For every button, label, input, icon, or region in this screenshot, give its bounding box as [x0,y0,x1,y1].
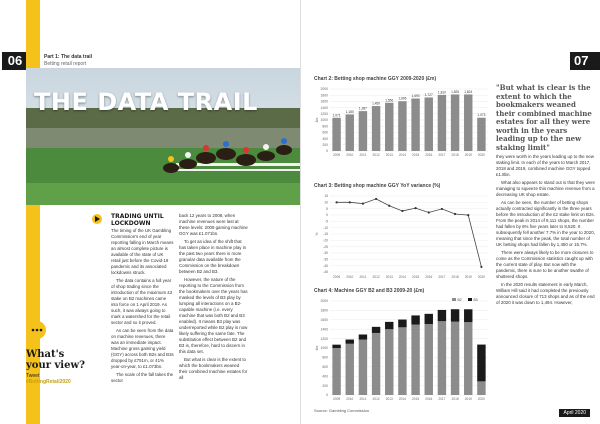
paragraph: However, the nature of the reporting to the Commission from the bookmakers over the years has masked the levels of B3 play by lumping all interactions on a B2-capable machine (i.e. every machine that was both B2 and B3 enabled). It means B3 play was underreported while B2 play is now likely suffering the same fate. The substitution effect between B2 and B3 is, therefore, hard to discern in this data set. [179,277,248,354]
data-label: 1,825 [451,89,460,94]
x-tick-label: 2011 [359,275,367,279]
data-label: 1,073 [477,113,486,118]
x-tick-label: 2018 [451,275,459,279]
x-tick-label: 2019 [464,397,472,401]
bar-b2 [411,325,419,396]
x-tick-label: 2010 [346,275,354,279]
bar-b3 [332,345,340,348]
line-point [388,205,390,207]
y-tick-label: 400 [322,136,328,141]
paragraph: they were worth in the years leading up to the new staking limit. In each of the years to March 2017, 2018 and 2019, combined machine GGY topped £1.8bn. [496,154,594,177]
section-subtitle: Betting retail report [44,61,87,67]
chart-ggy-variance [314,183,492,282]
x-tick-label: 2015 [412,397,420,401]
bar-b3 [411,315,419,324]
x-tick-label: 2016 [425,275,433,279]
data-label: 1,606 [398,96,407,101]
data-label: 1,450 [372,101,381,106]
x-tick-label: 2011 [359,397,367,401]
x-tick-label: 2012 [372,275,380,279]
bar-b2 [372,333,380,395]
y-tick-label: 200 [322,383,328,388]
x-tick-label: 2014 [398,275,406,279]
bar-b2 [385,329,393,395]
y-tick-label: 1400 [320,105,328,110]
bar [411,99,419,151]
article-column-1 [111,213,174,386]
x-tick-label: 2019 [464,275,472,279]
paragraph: In the 2020 results statement in early March, William Hill said it had completed the previously announced closure of 713 shops and as of the end of 2020 it was down to 1,494. However, [496,282,595,305]
bar [451,94,459,151]
y-tick-label: 200 [322,143,328,147]
y-tick-label: -45 [323,270,328,275]
legend-swatch-b2 [452,298,456,301]
bar-b2 [425,324,433,395]
speech-bubble-icon [26,320,48,342]
x-tick-label: 2009 [333,153,341,157]
line-point [454,213,456,215]
line-point [414,207,416,209]
section-label [44,54,92,68]
legend-swatch-b3 [468,298,472,301]
chart-machine-ggy [314,76,492,163]
bar-b3 [346,340,354,344]
chart-ggy-variance-plot [314,190,492,282]
page-gutter [300,0,301,424]
legend-label: B2 [457,297,462,302]
x-tick-label: 2019 [464,153,472,157]
x-tick-label: 2018 [451,153,459,157]
x-tick-label: 2009 [333,397,341,401]
y-tick-label: 1200 [320,336,328,341]
x-tick-label: 2010 [346,153,354,157]
y-tick-label: 1600 [320,99,328,104]
line-point [335,201,337,203]
data-label: 1,071 [332,113,341,118]
bar-b2 [398,327,406,395]
y-tick-label: 1800 [320,308,328,313]
x-tick-label: 2013 [385,153,393,157]
view-hashtag[interactable]: #BettingRetail2020 [26,379,71,385]
x-tick-label: 2020 [477,275,485,279]
bar-b2 [451,322,459,395]
data-label: 1,810 [437,90,446,95]
bar-b3 [385,322,393,329]
bar-b2 [346,344,354,395]
line-point [480,266,482,268]
bar-b3 [451,309,459,321]
x-tick-label: 2020 [477,397,485,401]
y-axis-unit: £m [315,117,319,123]
paragraph: The timing of the UK Gambling Commission's end of year reporting falling in March means an almost complete picture is available of the state of UK retail just before the Covid-19 pandemic and its associated lockdowns struck. [111,228,174,275]
line-point [441,208,443,210]
y-tick-label: 2000 [320,299,328,304]
paragraph: As can be seen from the data on machine revenues, there was an immediate impact. Machine gross gaming yield (GGY) across both B2s and B3s dropped by £751m, or 41% year-on-year, to £1.073bn. [111,328,174,369]
data-label: 1,287 [358,106,367,111]
bar-b2 [477,381,485,395]
y-tick-label: 1800 [320,93,328,98]
article-heading: TRADING UNTIL LOCKDOWN [111,213,164,227]
x-tick-label: 2013 [385,397,393,401]
x-tick-label: 2020 [477,153,485,157]
data-label: 1,824 [464,89,473,94]
x-tick-label: 2016 [425,397,433,401]
arrow-icon [92,214,102,224]
bar-b3 [398,320,406,328]
right-page-number: 07 [570,52,600,70]
bar-b3 [438,310,446,321]
x-tick-label: 2017 [438,275,446,279]
bar-b3 [477,345,485,382]
bar [477,118,485,151]
article-column-2 [179,213,249,383]
y-tick-label: 10 [324,200,328,205]
chart-b2-b3-plot [314,295,492,407]
bar-b3 [464,309,472,322]
y-tick-label: -25 [323,244,328,249]
y-tick-label: 5 [326,206,328,211]
legend-label: B3 [473,297,478,302]
bar [346,114,354,151]
paragraph: back 12 years to 2008, when machine revenues were last at these levels: 2009 gaming machine GGY was £1.071bn. [179,213,248,236]
bar [372,106,380,151]
line-point [362,203,364,205]
x-tick-label: 2015 [412,153,420,157]
chart-b2-b3 [314,288,492,407]
y-tick-label: -40 [323,263,328,268]
view-tweet-label: Tweet [26,373,40,379]
bar [332,118,340,151]
paragraph: As can be seen, the number of betting shops actually contracted significantly in the three years before the introduction of the £2 stake limit on B2s. From the peak in 2014 of 9,111 shops, the number had fallen by 6% five years later to 8,520. It subsequently fell another 7.7% in the year to 2020, meaning that since the peak, the total number of UK betting shops had fallen by 1,450 or 15.7%. [496,200,595,247]
x-tick-label: 2010 [346,397,354,401]
line-point [467,214,469,216]
paragraph: But what is clear is the extent to which the bookmakers weaned their combined machine estates for all [179,357,248,380]
y-tick-label: 600 [322,130,328,135]
bar-b2 [464,322,472,395]
chart-title: Chart 3: Betting shop machine GGY YoY variance (%) [314,183,441,189]
y-tick-label: 400 [322,374,328,379]
chart-machine-ggy-plot [314,83,492,163]
data-label: 1,693 [411,94,420,99]
data-label: 1,727 [424,92,433,97]
bar [438,95,446,151]
chart-title: Chart 2: Betting shop machine GGY 2009-2020 (£m) [314,76,437,82]
bar [464,94,472,151]
y-tick-label: 1600 [320,318,328,322]
y-tick-label: -30 [323,251,328,256]
line-point [349,201,351,203]
bar-b3 [372,327,380,333]
x-tick-label: 2015 [412,275,420,279]
bar-b2 [438,321,446,395]
series-line [337,199,482,267]
view-title: What's your view? [26,349,85,371]
data-label: 1,180 [345,109,354,114]
bar-b3 [359,335,367,340]
y-tick-label: 0 [326,213,328,218]
y-tick-label: -5 [324,219,328,224]
y-tick-label: 1000 [320,346,328,351]
paragraph: What also appears to stand out is that they were managing to squeeze this machine revenue from a decreasing UK shop estate. [496,180,595,197]
article-column-3 [496,154,596,308]
x-tick-label: 2009 [333,275,341,279]
bar-b3 [425,314,433,324]
x-tick-label: 2013 [385,275,393,279]
y-tick-label: 1000 [320,118,328,123]
x-tick-label: 2014 [398,153,406,157]
bar [359,111,367,151]
y-tick-label: -10 [323,225,328,230]
line-point [375,198,377,200]
paragraph: The scale of the fall takes the sector [111,372,174,383]
y-tick-label: 15 [324,194,328,199]
y-tick-label: -15 [323,232,328,237]
x-tick-label: 2017 [438,397,446,401]
y-tick-label: 800 [322,355,328,360]
whats-your-view-box [26,320,86,385]
line-point [401,210,403,212]
footer-date: April 2020 [559,409,590,417]
pull-quote: "But what is clear is the extent to which the bookmakers weaned their combined machine estates for all they were worth in the years leading up to the new staking limit" [496,83,592,152]
hero-title: THE DATA TRAIL [34,88,258,116]
y-tick-label: 800 [322,124,328,129]
bar-b2 [359,340,367,395]
data-label: 1,556 [385,98,394,103]
y-tick-label: 2000 [320,87,328,92]
line-point [428,211,430,213]
bar [398,101,406,151]
y-tick-label: 0 [326,393,328,398]
x-tick-label: 2012 [372,153,380,157]
paragraph: There were always likely to be more closures to come as the Commission statistics caught up with the current state of play. But now with the pandemic, there is sure to be another swathe of shuttered shops. [496,250,594,279]
chart-title: Chart 4: Machine GGY B2 and B3 2009-20 (£m) [314,288,425,294]
paragraph: The data contains a full year of shop trading since the introduction of the maximum £2 stake on B2 machines came into force on 1 April 2019. As such, it was always going to mark a watershed for the retail sector and so it proved. [111,278,173,325]
paragraph: To get an idea of the shift that has taken place in machine play in the past two years there is more granular data available from the Commission on the breakdown between B2 and B3. [179,239,247,274]
x-tick-label: 2016 [425,153,433,157]
x-tick-label: 2012 [372,397,380,401]
y-tick-label: 0 [326,149,328,154]
y-axis-unit: £m [315,345,319,351]
x-tick-label: 2017 [438,153,446,157]
y-tick-label: 1200 [320,112,328,116]
bar [385,103,393,151]
x-tick-label: 2018 [451,397,459,401]
y-tick-label: 600 [322,365,328,369]
chart-source: Source: Gambling Commission [314,408,370,413]
y-axis-unit: % [315,232,319,236]
section-title: Part 1: The data trail [44,54,93,60]
y-tick-label: -20 [323,238,328,243]
y-tick-label: -35 [323,257,328,262]
x-tick-label: 2011 [359,153,367,157]
x-tick-label: 2014 [398,397,406,401]
bar-b2 [332,348,340,395]
left-page-number: 06 [2,52,28,70]
y-tick-label: 1400 [320,327,328,332]
bar [425,97,433,151]
